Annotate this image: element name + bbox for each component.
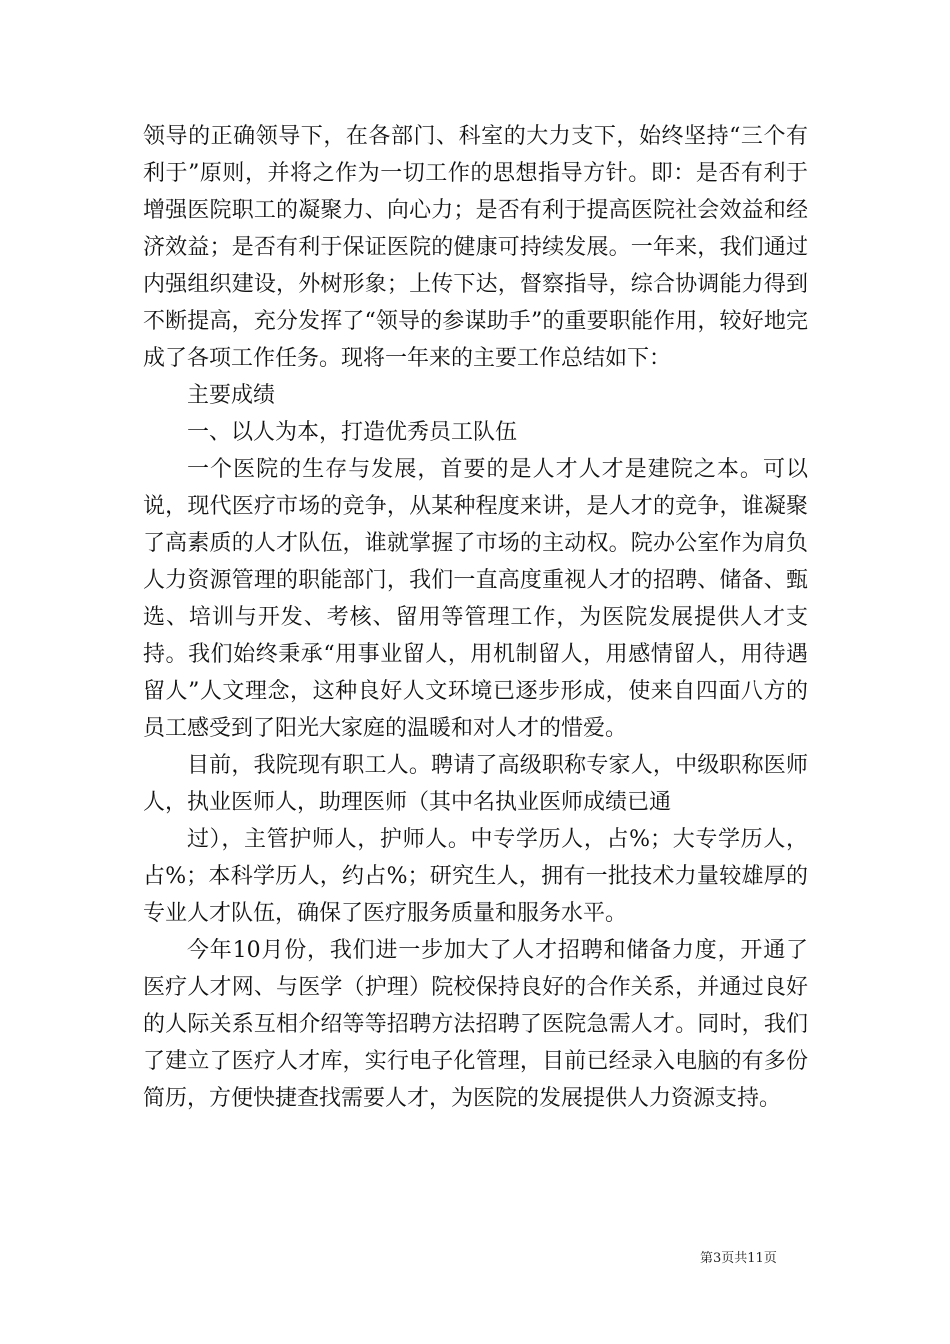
paragraph-staff-status: 目前，我院现有职工人。聘请了高级职称专家人，中级职称医师人，执业医师人，助理医师（其中名执业医师成绩已通 xyxy=(143,753,808,815)
paragraph-intro: 领导的正确领导下，在各部门、科室的大力支下，始终坚持“三个有利于”原则，并将之作为一切工作的思想指导方针。即：是否有利于增强医院职工的凝聚力、向心力；是否有利于提高医院社会效益和经济效益；是否有利于保证医院的健康可持续发展。一年来，我们通过内强组织建设，外树形象；上传下达，督察指导，综合协调能力得到不断提高，充分发挥了“领导的参谋助手”的重要职能作用，较好地完成了各项工作任务。现将一年来的主要工作总结如下： xyxy=(143,124,808,371)
paragraph-staff-status-continued: 过），主管护师人，护师人。中专学历人，占%；大专学历人，占%；本科学历人，约占%；研究生人，拥有一批技术力量较雄厚的专业人才队伍，确保了医疗服务质量和服务水平。 xyxy=(143,827,808,926)
document-body xyxy=(143,118,808,1117)
section-heading-people-oriented: 一、以人为本，打造优秀员工队伍 xyxy=(187,420,518,445)
paragraph-recruitment: 今年10月份，我们进一步加大了人才招聘和储备力度，开通了医疗人才网、与医学（护理）院校保持良好的合作关系，并通过良好的人际关系互相介绍等等招聘方法招聘了医院急需人才。同时，我们了建立了医疗人才库，实行电子化管理，目前已经录入电脑的有多份简历，方便快捷查找需要人才，为医院的发展提供人力资源支持。 xyxy=(143,938,808,1111)
paragraph-talent-importance: 一个医院的生存与发展，首要的是人才人才是建院之本。可以说，现代医疗市场的竞争，从某种程度来讲，是人才的竞争，谁凝聚了高素质的人才队伍，谁就掌握了市场的主动权。院办公室作为肩负人力资源管理的职能部门，我们一直高度重视人才的招聘、储备、甄选、培训与开发、考核、留用等管理工作，为医院发展提供人才支持。我们始终秉承“用事业留人，用机制留人，用感情留人，用待遇留人”人文理念，这种良好人文环境已逐步形成，使来自四面八方的员工感受到了阳光大家庭的温暖和对人才的惜爱。 xyxy=(143,457,808,741)
section-heading-main-achievements: 主要成绩 xyxy=(187,383,276,408)
page-number-footer: 第3页共11页 xyxy=(700,1251,777,1266)
